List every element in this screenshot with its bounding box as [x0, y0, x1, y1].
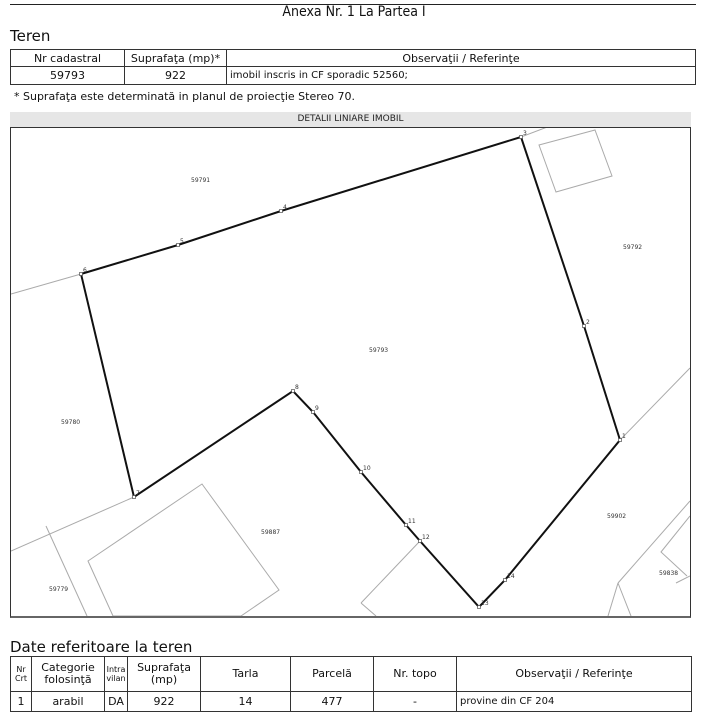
date-teren-heading: Date referitoare la teren — [10, 638, 193, 656]
parcel-label: 59902 — [607, 513, 627, 520]
vertex-label: 8 — [295, 384, 299, 391]
teren-table — [10, 49, 696, 85]
col-parcela: Parcelă — [291, 657, 374, 692]
cell-suprafata: 922 — [128, 692, 201, 712]
col-intravilan: Intra vilan — [105, 657, 128, 692]
vertex-label: 6 — [83, 267, 87, 274]
cadastral-map — [10, 127, 691, 618]
cell-observatii: imobil inscris in CF sporadic 52560; — [227, 67, 696, 85]
teren-heading: Teren — [10, 27, 51, 45]
date-teren-header — [11, 657, 692, 692]
vertex-label: 4 — [283, 204, 287, 211]
cell-nr: 1 — [11, 692, 32, 712]
cell-tarla: 14 — [201, 692, 291, 712]
col-suprafata: Suprafaţa (mp)* — [125, 50, 227, 67]
parcel-label: 59792 — [623, 244, 643, 251]
vertex-label: 2 — [586, 319, 590, 326]
vertex-label: 12 — [422, 534, 430, 541]
table-row — [11, 692, 692, 712]
table-row — [11, 67, 696, 85]
parcel-label: 59791 — [191, 177, 211, 184]
vertex-label: 1 — [622, 433, 626, 440]
col-nr-topo: Nr. topo — [374, 657, 457, 692]
cell-observatii: provine din CF 204 — [457, 692, 692, 712]
col-tarla: Tarla — [201, 657, 291, 692]
neighbor-boundaries — [11, 128, 690, 616]
vertex-label: 14 — [507, 573, 515, 580]
footnote: * Suprafaţa este determinată in planul de proiecţie Stereo 70. — [14, 90, 356, 103]
map-drawing — [11, 128, 690, 616]
cell-parcela: 477 — [291, 692, 374, 712]
parcel-label: 59887 — [261, 529, 281, 536]
cell-topo: - — [374, 692, 457, 712]
vertex-label: 7 — [136, 490, 140, 497]
cell-intravilan: DA — [105, 692, 128, 712]
date-teren-table — [10, 656, 692, 712]
parcel-label: 59779 — [49, 586, 69, 593]
col-observatii: Observaţii / Referinţe — [227, 50, 696, 67]
cell-nr-cadastral: 59793 — [11, 67, 125, 85]
parcel-label: 59793 — [369, 347, 389, 354]
page-title: Anexa Nr. 1 La Partea I — [282, 4, 426, 20]
vertex-label: 9 — [315, 405, 319, 412]
vertex-label: 13 — [481, 600, 489, 607]
col-nr-cadastral: Nr cadastral — [11, 50, 125, 67]
col-observatii: Observaţii / Referinţe — [457, 657, 692, 692]
cell-categorie: arabil — [32, 692, 105, 712]
map-header: DETALII LINIARE IMOBIL — [10, 112, 691, 127]
col-suprafata: Suprafaţa (mp) — [128, 657, 201, 692]
vertex-label: 11 — [408, 518, 416, 525]
col-nr-crt: Nr Crt — [11, 657, 32, 692]
parcel-59793-boundary — [81, 137, 620, 607]
parcel-label: 59838 — [659, 570, 679, 577]
col-categorie: Categorie folosinţă — [32, 657, 105, 692]
vertex-label: 3 — [523, 130, 527, 137]
teren-table-header — [11, 50, 696, 67]
vertex-label: 5 — [180, 238, 184, 245]
parcel-label: 59780 — [61, 419, 81, 426]
cell-suprafata: 922 — [125, 67, 227, 85]
vertex-label: 10 — [363, 465, 371, 472]
